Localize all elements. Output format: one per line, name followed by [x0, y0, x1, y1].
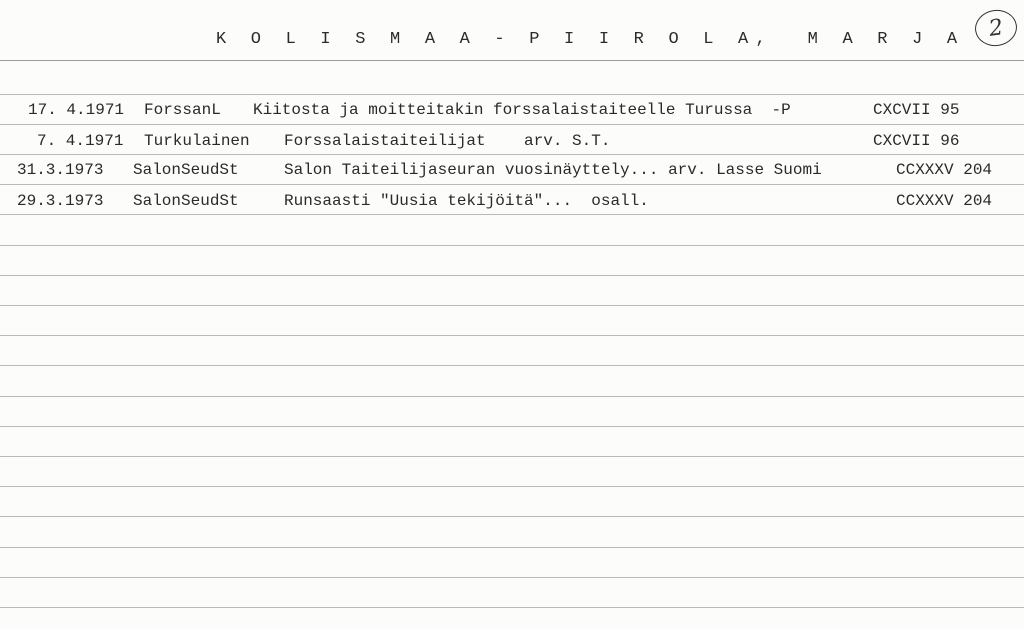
ruled-line [0, 335, 1024, 336]
entry-reference: CCXXXV 204 [896, 161, 993, 179]
entry-title: Salon Taiteilijaseuran vuosinäyttely... arv. Lasse Suomi [284, 161, 822, 179]
entry-source: Turkulainen [144, 132, 250, 150]
list-item [0, 192, 1024, 216]
entry-date: 17. 4.1971 [28, 101, 125, 119]
header-rule [0, 60, 1024, 61]
entry-date: 7. 4.1971 [37, 132, 124, 150]
ruled-line [0, 275, 1024, 276]
entry-source: SalonSeudSt [133, 192, 239, 210]
entry-date: 31.3.1973 [17, 161, 104, 179]
list-item [0, 101, 1024, 125]
entry-title: Kiitosta ja moitteitakin forssalaistaiteelle Turussa -P [253, 101, 791, 119]
ruled-line [0, 365, 1024, 366]
entry-reference: CXCVII 96 [873, 132, 960, 150]
ruled-line [0, 486, 1024, 487]
page-number: 2 [987, 14, 1005, 42]
ruled-line [0, 607, 1024, 608]
list-item [0, 132, 1024, 156]
ruled-line [0, 456, 1024, 457]
page-number-circle [973, 7, 1020, 48]
entry-source: SalonSeudSt [133, 161, 239, 179]
card-heading: K O L I S M A A - P I I R O L A, M A R J A [216, 30, 965, 49]
ruled-line [0, 516, 1024, 517]
ruled-line [0, 94, 1024, 95]
ruled-line [0, 426, 1024, 427]
entry-title: Runsaasti "Uusia tekijöitä"... osall. [284, 192, 649, 210]
ruled-line [0, 577, 1024, 578]
list-item [0, 161, 1024, 185]
ruled-line [0, 547, 1024, 548]
entry-title: Forssalaistaiteilijat arv. S.T. [284, 132, 611, 150]
ruled-line [0, 245, 1024, 246]
entry-reference: CCXXXV 204 [896, 192, 993, 210]
ruled-line [0, 305, 1024, 306]
ruled-line [0, 396, 1024, 397]
entry-date: 29.3.1973 [17, 192, 104, 210]
entry-source: ForssanL [144, 101, 221, 119]
entry-reference: CXCVII 95 [873, 101, 960, 119]
